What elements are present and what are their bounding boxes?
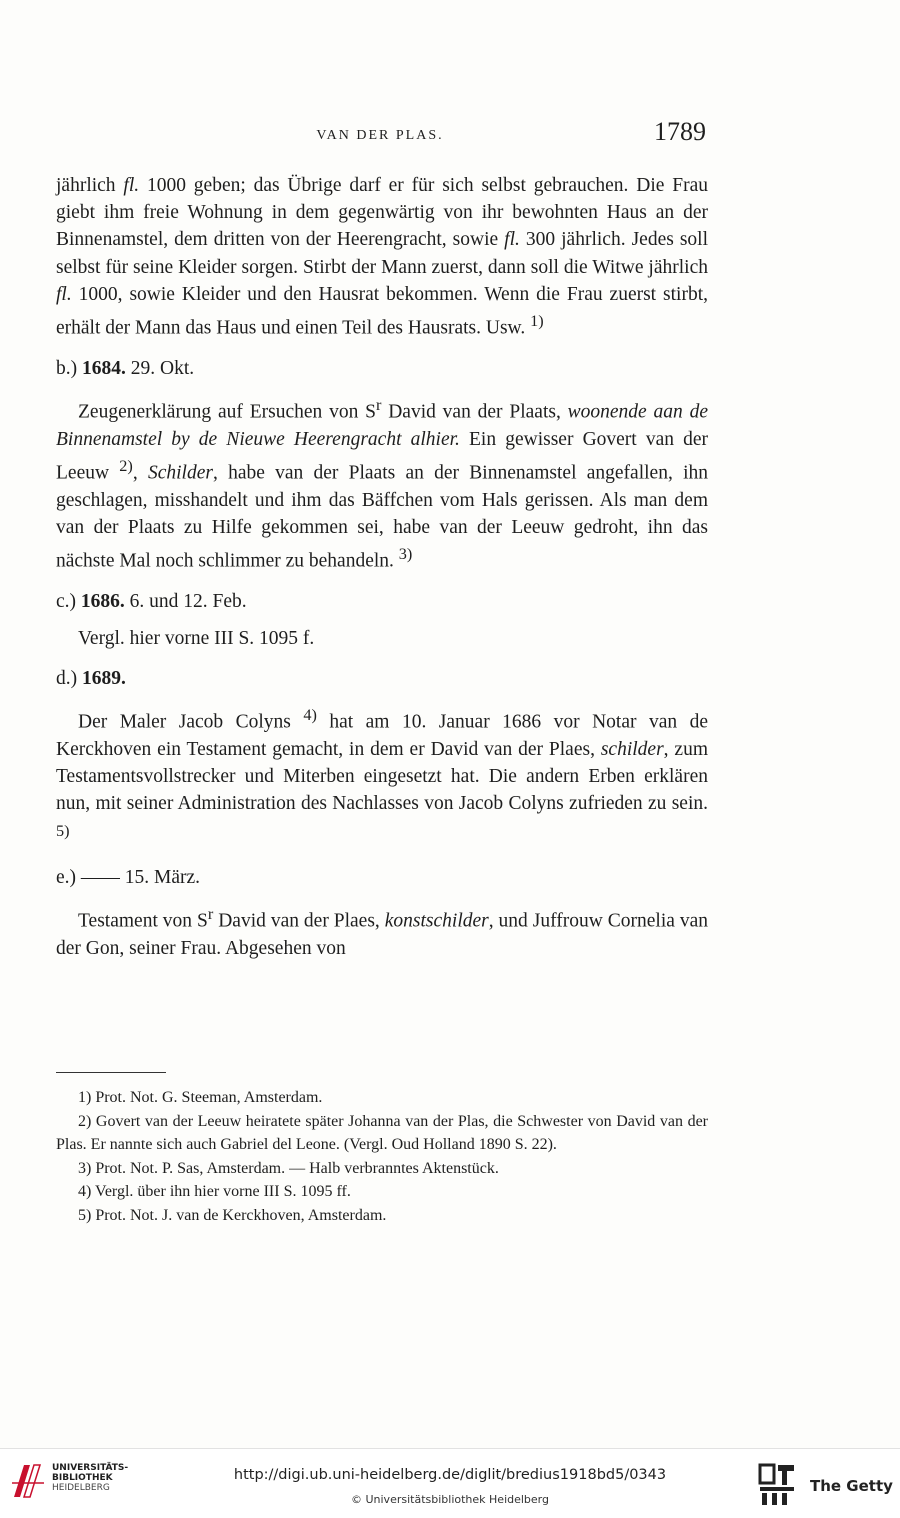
footnotes — [56, 1086, 708, 1227]
entry-c-heading: c.) 1686. 6. und 12. Feb. — [56, 590, 247, 612]
footnote-rule — [56, 1072, 166, 1073]
footnote-ref-3: 3) — [398, 544, 413, 563]
page-number: 1789 — [654, 117, 706, 146]
paragraph-2: Zeugenerklärung auf Ersuchen von $S^r$ David van der Plaats, woonende aan de Binnenamstel by de Nieuwe Heerengracht alhier. Ein gewisser Govert van der Leeuw $^{2)}$, Schilder, habe van der Plaats an der Binnenamstel angefallen, ihn geschlagen, misshandelt und ihm das Bäffchen vom Hals gerissen. Als man dem van der Plaats zu Hilfe gekommen sei, habe van der Leeuw gedroht, ihn das nächste Mal noch schlimmer zu behandeln. $^{3)}$ — [56, 395, 709, 572]
library-name: UNIVERSITÄTS- BIBLIOTHEK HEIDELBERG — [52, 1463, 129, 1493]
footnote: 1) Prot. Not. G. Steeman, Amsterdam. — [78, 1089, 323, 1106]
entry-e-heading: e.) —— 15. März. — [56, 867, 201, 889]
footnote: 2) Govert van der Leeuw heiratete später Johanna van der Plas, die Schwester von David van der Plas. Er nannte sich auch Gabriel del Leone. (Vergl. Oud Holland 1890 S. 22). — [56, 1112, 708, 1153]
getty-label: The Getty — [810, 1477, 893, 1495]
viewer-footer — [0, 1448, 900, 1518]
paragraph-3: Vergl. hier vorne III S. 1095 f. — [78, 627, 315, 649]
footnote: 4) Vergl. über ihn hier vorne III S. 1095 ff. — [78, 1183, 351, 1200]
footnote-ref-4: 4) — [303, 706, 317, 725]
body-text — [56, 172, 708, 962]
copyright-notice: © Universitätsbibliothek Heidelberg — [350, 1493, 549, 1506]
footnote-ref-1: 1) — [530, 312, 544, 331]
footnote: 5) Prot. Not. J. van de Kerckhoven, Amsterdam. — [78, 1206, 387, 1224]
footnote-ref-5: 5) — [56, 821, 70, 840]
getty-logo-icon[interactable] — [758, 1463, 798, 1507]
paragraph-5: Testament von $S^r$ David van der Plaes, konstschilder, und Juffrouw Cornelia van der Gon, seiner Frau. Abgesehen von — [56, 905, 708, 960]
paragraph-4: Der Maler Jacob Colyns $^{4)}$ hat am 10. Januar 1686 vor Notar van de Kerckhoven ein Testament gemacht, in dem er David van der Plaes, schilder, zum Testamentsvollstrecker und Miterben eingesetzt hat. Die andern Erben erklären nun, mit seiner Administration des Nachlasses von Jacob Colyns zufrieden zu sein. $^{5)}$ — [56, 706, 708, 840]
running-title: VAN DER PLAS. — [316, 128, 444, 143]
permalink-url[interactable]: http://digi.ub.uni-heidelberg.de/diglit/bredius1918bd5/0343 — [233, 1467, 667, 1483]
entry-b-heading: b.) 1684. 29. Okt. — [56, 357, 195, 379]
paragraph-1: jährlich fl. 1000 geben; das Übrige darf er für sich selbst gebrauchen. Die Frau giebt ihm freie Wohnung in dem gegenwärtig von ihr bewohnten Haus an der Binnenamstel, dem dritten von der Heerengracht, sowie fl. 300 jährlich. Jedes soll selbst für seine Kleider sorgen. Stirbt der Mann zuerst, dann soll die Witwe jährlich fl. 1000, sowie Kleider und den Hausrat bekommen. Wenn die Frau zuerst stirbt, erhält der Mann das Haus und einen Teil des Hausrats. Usw. $^{1)}$ — [56, 175, 708, 339]
entry-d-heading: d.) 1689. — [56, 668, 126, 690]
footnote-ref-2: 2) — [119, 456, 133, 475]
footnote: 3) Prot. Not. P. Sas, Amsterdam. — Halb verbranntes Aktenstück. — [78, 1159, 499, 1177]
